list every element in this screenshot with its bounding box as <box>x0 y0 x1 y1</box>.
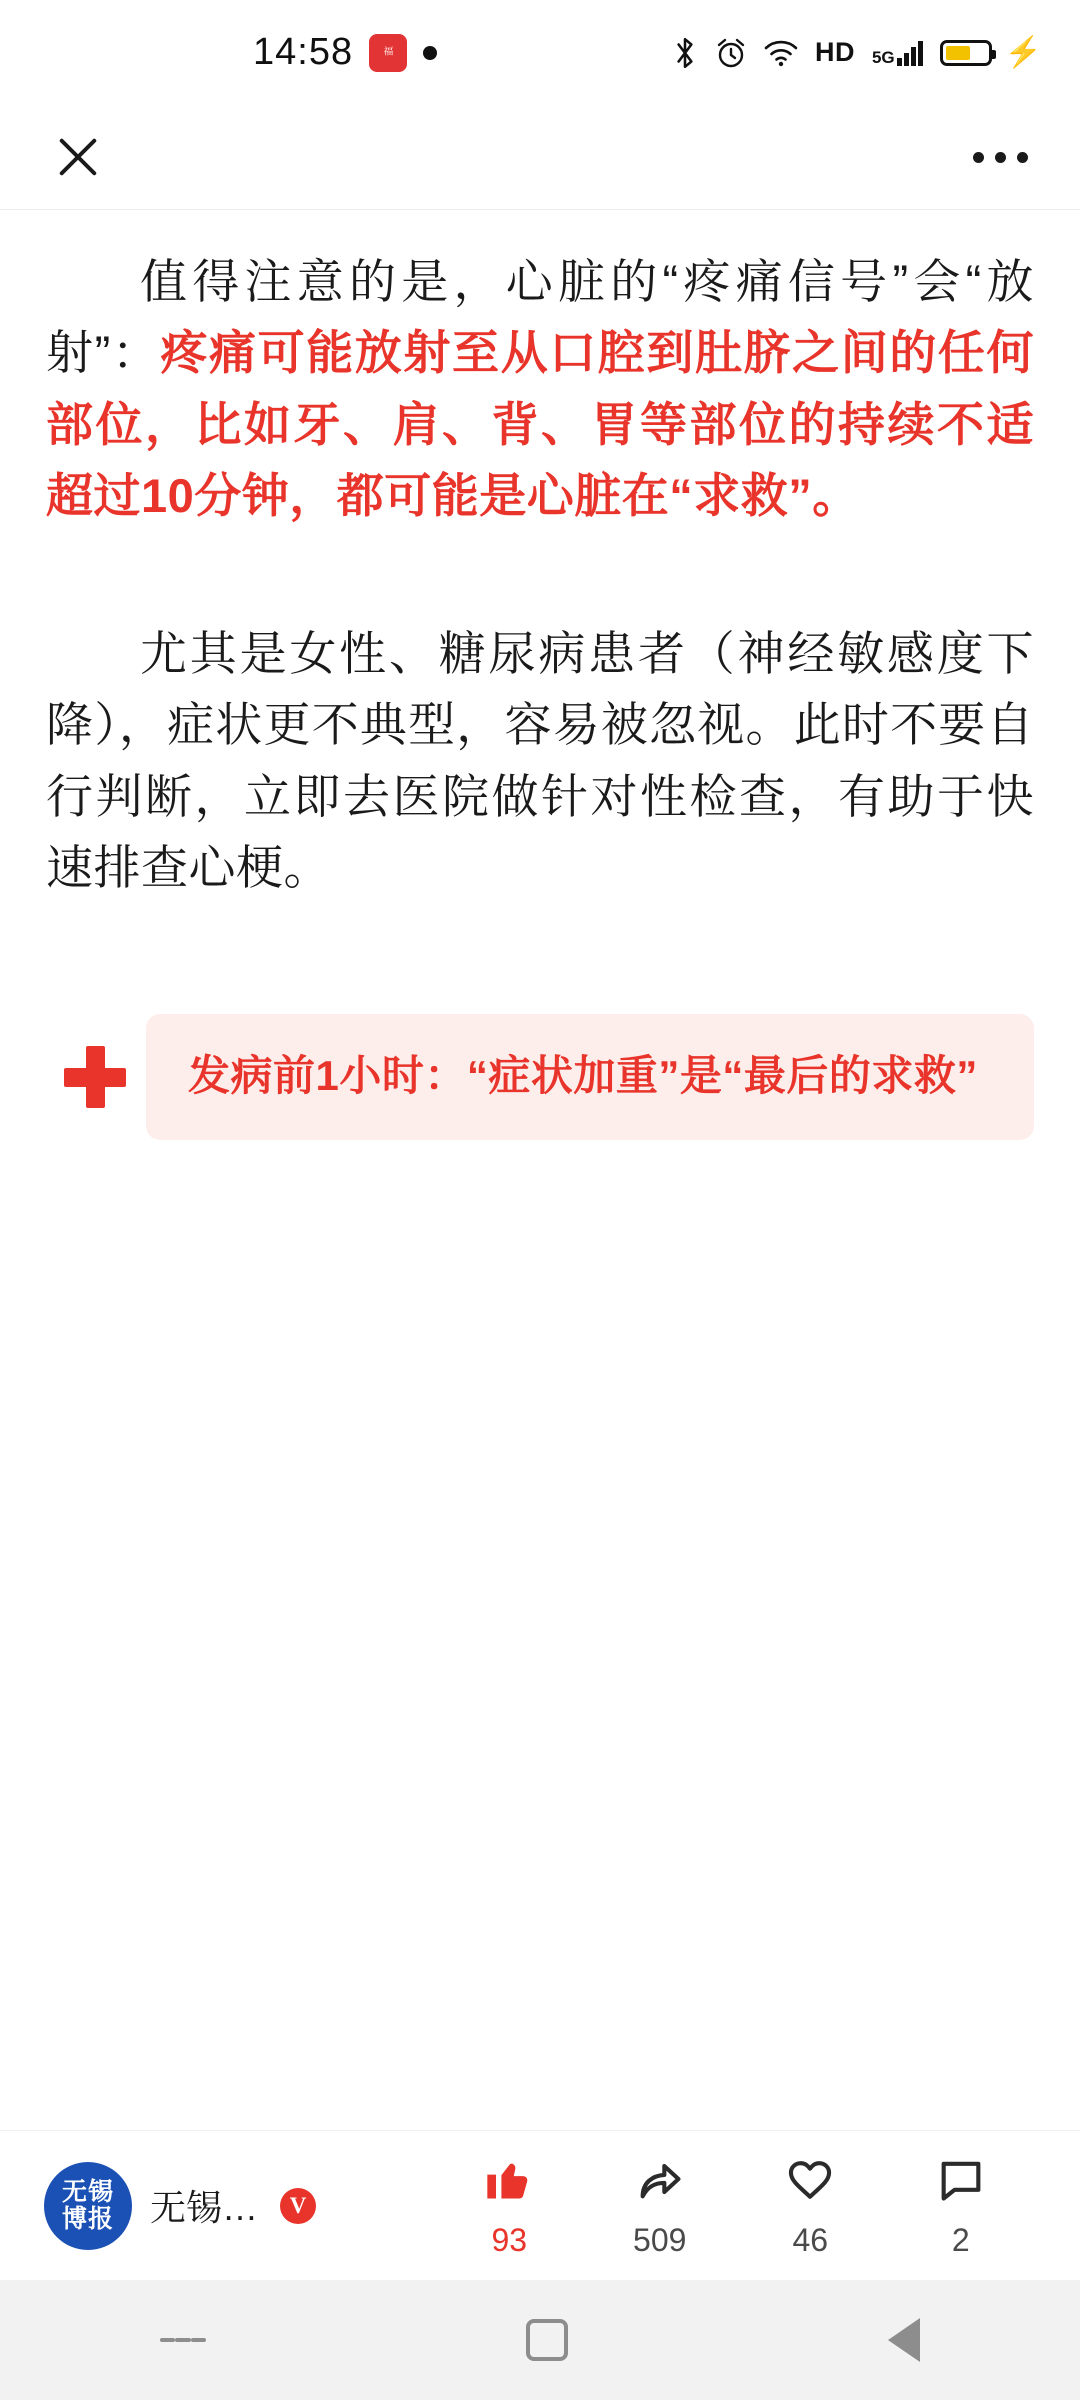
favorite-button[interactable] <box>755 2153 865 2259</box>
favorite-count: 46 <box>792 2221 829 2258</box>
signal-bars-icon <box>897 40 923 66</box>
notification-dot-icon <box>423 46 437 60</box>
thumbs-up-icon <box>483 2153 535 2214</box>
medical-cross-icon <box>64 1046 126 1108</box>
action-buttons <box>434 2153 1036 2259</box>
status-bar <box>0 0 1080 105</box>
paragraph-1-highlight: 疼痛可能放射至从口腔到肚脐之间的任何部位，比如牙、肩、背、胃等部位的持续不适超过10分钟，都可能是心脏在“求救”。 <box>46 326 1035 523</box>
more-options-icon[interactable] <box>973 152 1028 163</box>
status-time: 14:58 <box>253 31 354 73</box>
bottom-action-bar <box>0 2130 1080 2280</box>
wifi-icon <box>764 39 798 67</box>
home-icon[interactable] <box>526 2319 568 2361</box>
comment-button[interactable] <box>906 2153 1016 2259</box>
status-bar-right <box>672 35 1042 70</box>
charging-bolt-icon: ⚡ <box>1004 36 1042 69</box>
notification-badge-text: 福 <box>383 46 394 58</box>
avatar[interactable] <box>44 2162 132 2250</box>
share-button[interactable] <box>605 2153 715 2259</box>
android-nav-bar <box>0 2280 1080 2400</box>
paragraph-1-prefix: 值得注意的是，心脏的“疼痛信号”会“放射”： <box>46 255 1034 380</box>
section-heading-box <box>146 1014 1034 1140</box>
section-heading-text: 发病前1小时：“症状加重”是“最后的求救” <box>188 1051 978 1099</box>
app-top-bar <box>0 105 1080 210</box>
article-paragraph-1 <box>46 246 1034 532</box>
close-icon[interactable] <box>52 131 104 183</box>
account-info[interactable] <box>44 2162 434 2250</box>
heart-icon <box>784 2153 836 2214</box>
status-bar-left <box>253 31 437 74</box>
article-content <box>0 210 1080 2130</box>
section-heading-block <box>46 1014 1034 1140</box>
verified-badge-icon: V <box>280 2188 316 2224</box>
comment-icon <box>935 2153 987 2214</box>
back-icon[interactable] <box>888 2318 920 2362</box>
5g-signal-icon <box>872 40 923 66</box>
avatar-line-1: 无锡 <box>61 2178 114 2207</box>
hd-icon: HD <box>814 37 855 67</box>
bluetooth-icon <box>672 36 698 70</box>
share-count: 509 <box>633 2221 687 2258</box>
avatar-line-2: 博报 <box>61 2204 114 2233</box>
account-name: 无锡… <box>150 2187 259 2228</box>
notification-badge-icon <box>369 34 407 72</box>
article-paragraph-2: 尤其是女性、糖尿病患者（神经敏感度下降），症状更不典型，容易被忽视。此时不要自行判断，立即去医院做针对性检查，有助于快速排查心梗。 <box>46 626 1034 895</box>
like-button[interactable] <box>454 2153 564 2259</box>
like-count: 93 <box>491 2221 528 2258</box>
alarm-icon <box>715 37 747 69</box>
comment-count: 2 <box>951 2221 970 2258</box>
network-label: 5G <box>871 48 895 68</box>
share-icon <box>634 2153 686 2214</box>
battery-icon <box>940 40 992 66</box>
recents-icon[interactable] <box>160 2329 206 2351</box>
